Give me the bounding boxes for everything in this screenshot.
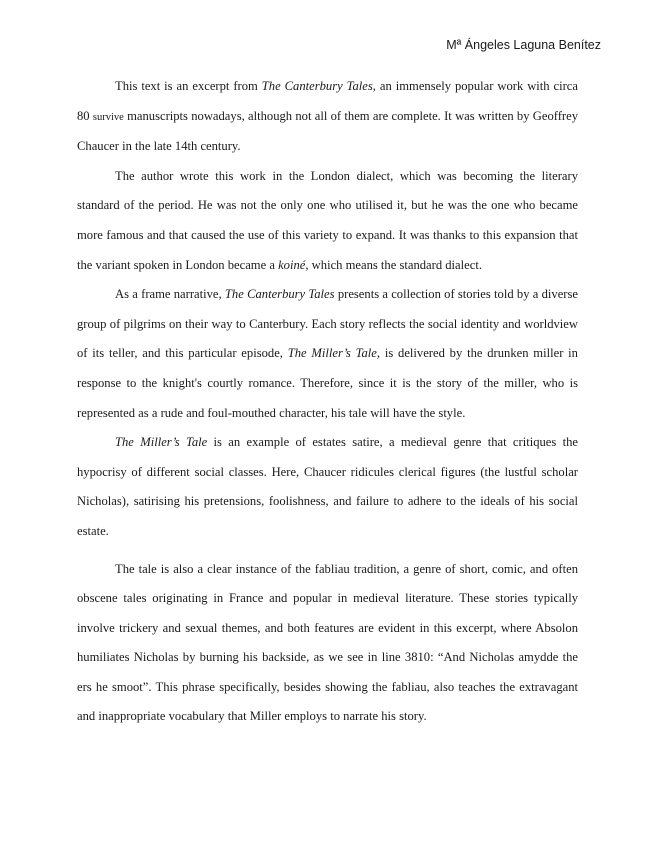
header-author-name: Mª Ángeles Laguna Benítez	[446, 38, 601, 52]
text-run: , an immensely popular work with circa 80	[77, 79, 578, 123]
paragraph-intro	[77, 72, 578, 162]
tale-title-italic: The Miller’s Tale	[115, 435, 208, 450]
term-italic: koiné	[278, 257, 306, 272]
work-title-italic: The Canterbury Tales	[261, 79, 373, 93]
text-run: manuscripts nowadays, although not all of them are complete. It was written by Geoffrey Chaucer in the late 14th century.	[77, 108, 578, 154]
work-title-italic: The Canterbury Tales	[224, 287, 335, 302]
text-run: presents a collection of stories told by a diverse group of pilgrims on their way to Canterbury. Each story reflects the social identity and worldview of its teller, and this particular episode,	[77, 287, 578, 361]
tale-title-italic: The Miller’s Tale,	[287, 346, 381, 361]
paragraph-dialect	[77, 162, 578, 280]
paragraph-fabliau	[77, 555, 578, 733]
document-body	[77, 72, 578, 732]
text-run: , which means the standard dialect.	[305, 257, 482, 272]
text-run: As a frame narrative,	[115, 287, 225, 302]
text-run: is an example of estates satire, a medieval genre that critiques the hypocrisy of different social classes. Here, Chaucer ridicules clerical figures (the lustful scholar Nicholas), satirising his pretensions, foolishness, and failure to adhere to the ideals of his social estate.	[77, 435, 578, 538]
text-run-small: survive	[92, 111, 124, 123]
paragraph-frame-narrative	[77, 280, 578, 428]
paragraph-estates-satire	[77, 428, 578, 546]
text-run: This text is an excerpt from	[115, 79, 262, 93]
text-run: is delivered by the drunken miller in response to the knight's courtly romance. Therefore, since it is the story of the miller, who is represented as a rude and foul-mouthed character, his tale will have the style.	[77, 346, 578, 420]
text-run: The tale is also a clear instance of the fabliau tradition, a genre of short, comic, and often obscene tales originating in France and popular in medieval literature. These stories typically involve trickery and sexual themes, and both features are evident in this excerpt, where Absolon humiliates Nicholas by burning his backside, as we see in line 3810: “And Nicholas amydde the ers he smoot”. This phrase specifically, besides showing the fabliau, also teaches the extravagant and inappropriate vocabulary that Miller employs to narrate his story.	[77, 561, 578, 724]
text-run: The author wrote this work in the London dialect, which was becoming the literary standard of the period. He was not the only one who utilised it, but he was the one who became more famous and that caused the use of this variety to expand. It was thanks to this expansion that the variant spoken in London became a	[77, 168, 578, 272]
